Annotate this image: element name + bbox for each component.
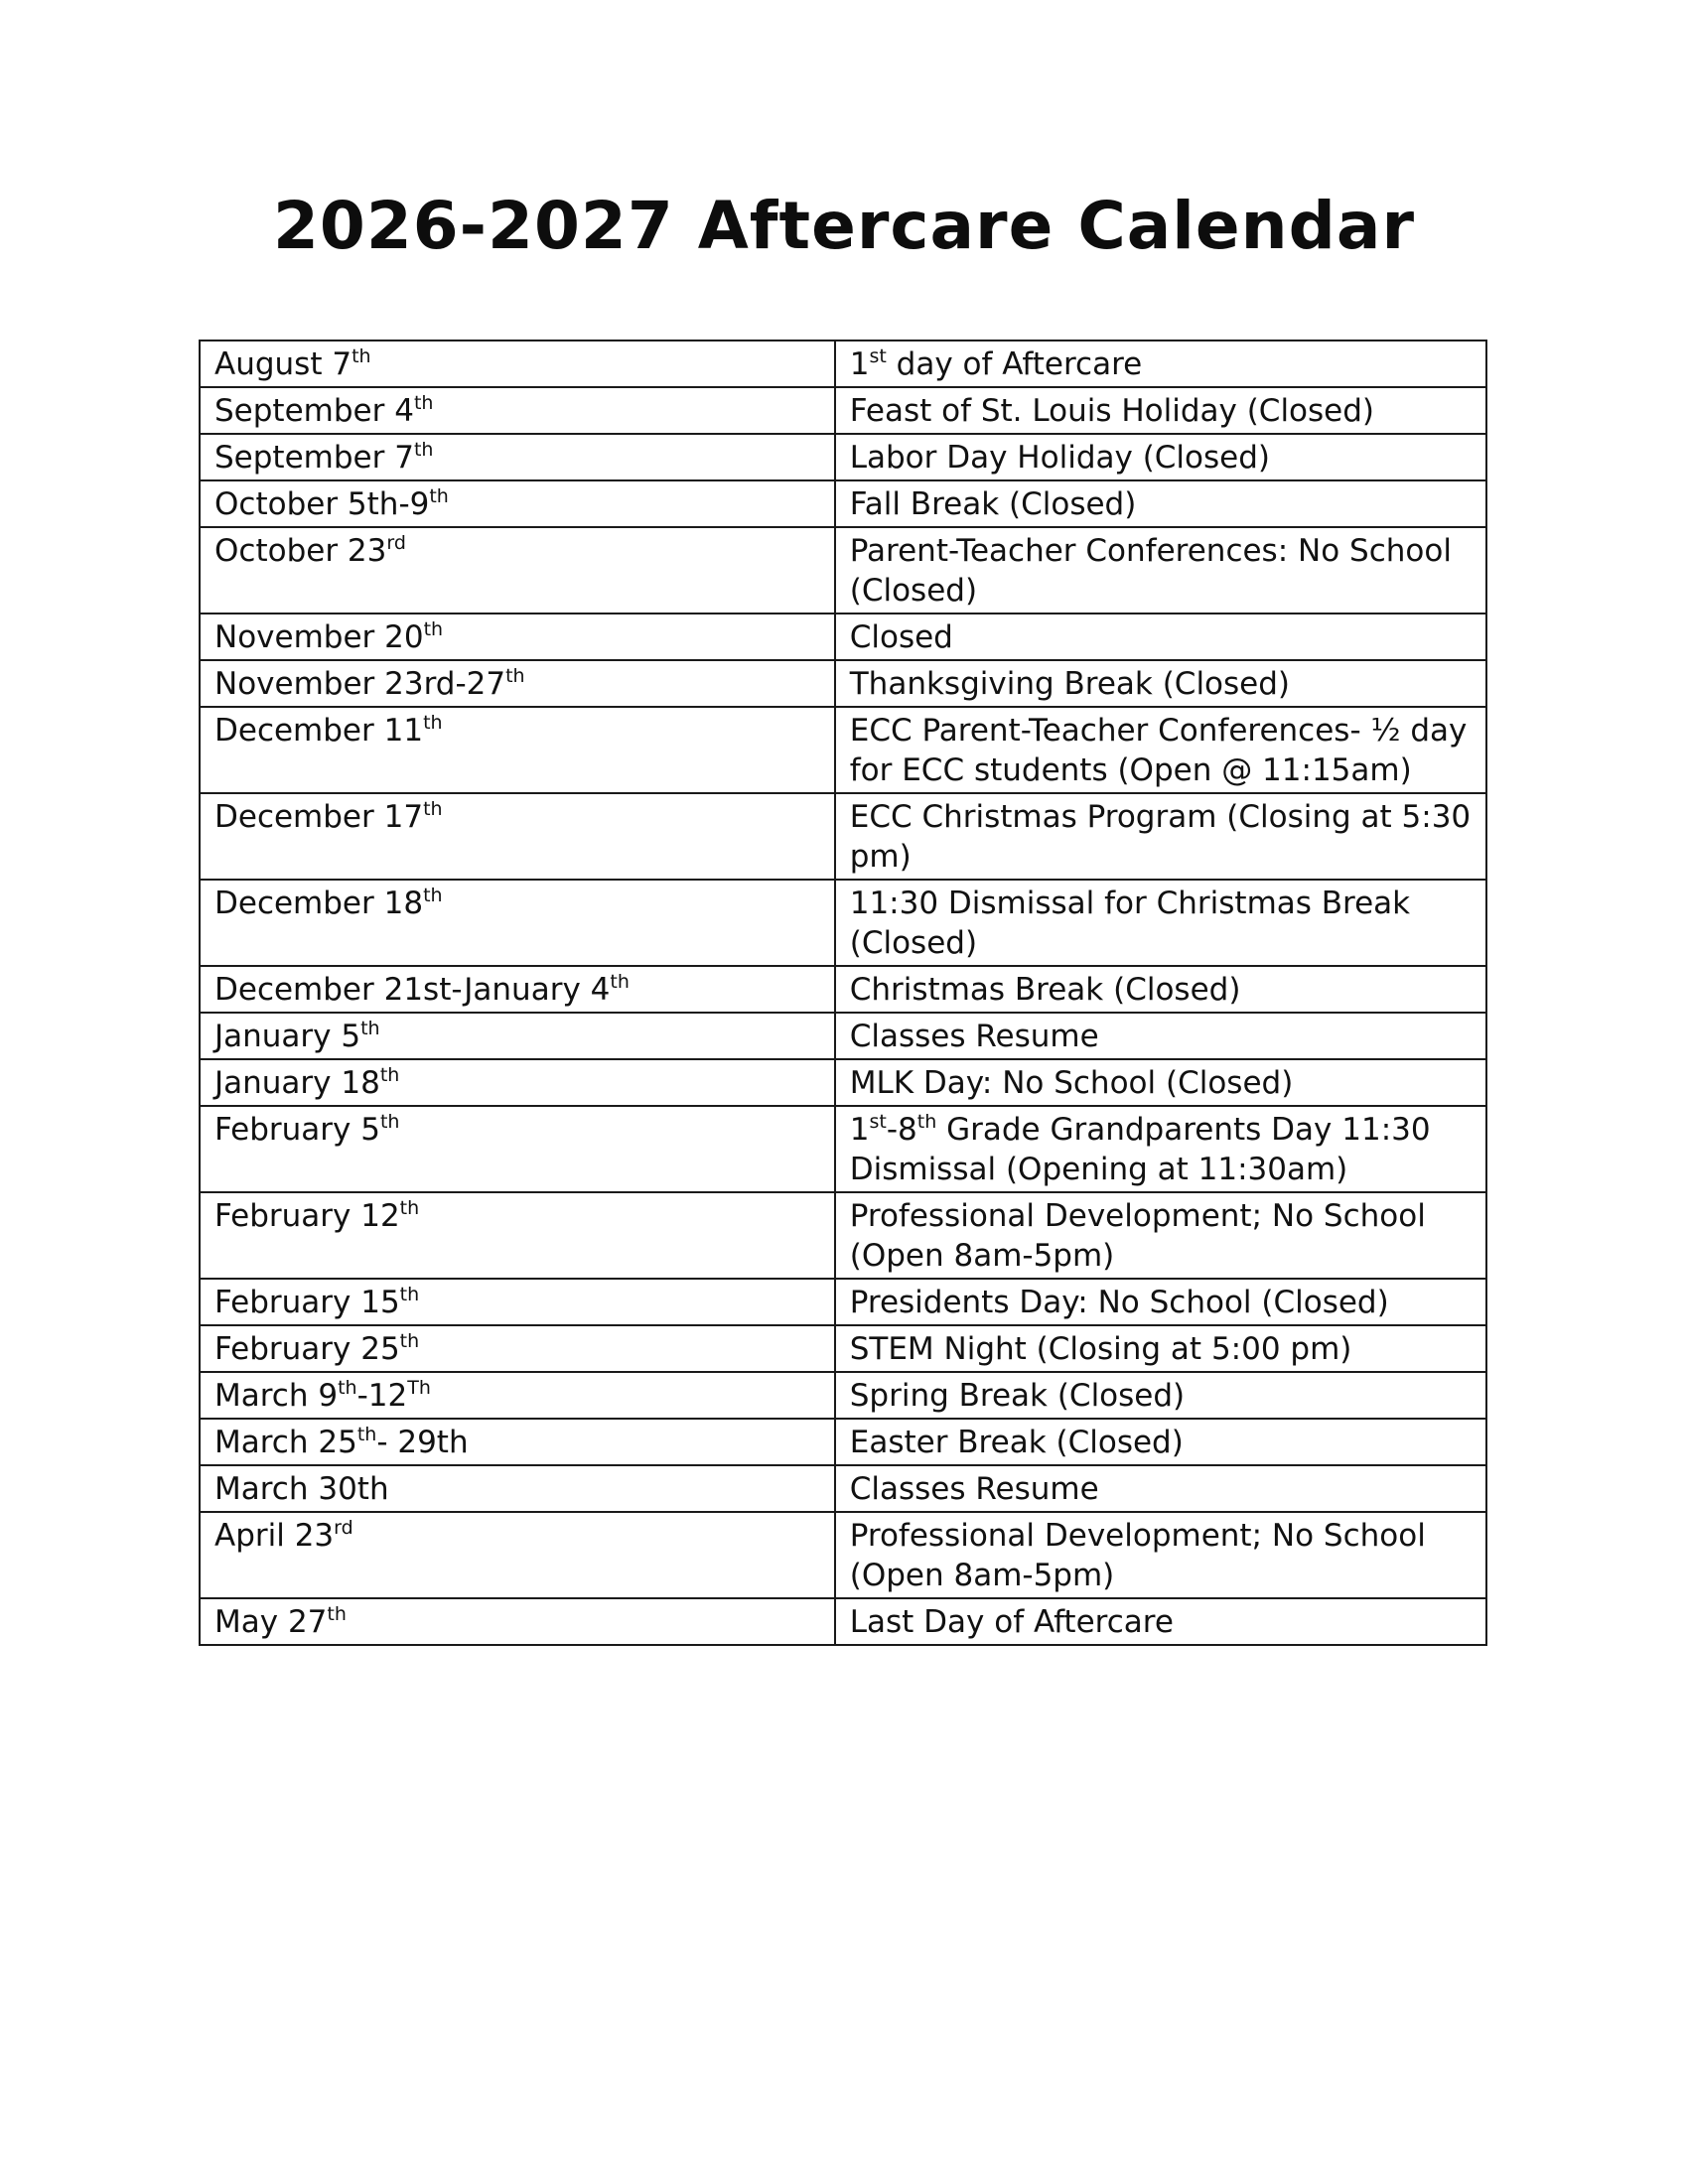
date-cell [200, 793, 835, 880]
date-cell [200, 434, 835, 480]
superscript-suffix: th [327, 1603, 347, 1625]
calendar-row [200, 1372, 1486, 1419]
date-cell [200, 527, 835, 614]
cell-text: ECC Christmas Program (Closing at 5:30 pm) [849, 799, 1472, 875]
cell-text: February 5 [214, 1112, 380, 1148]
event-cell [835, 387, 1486, 434]
date-cell [200, 1279, 835, 1325]
date-cell [200, 1106, 835, 1192]
event-cell [835, 434, 1486, 480]
cell-text: August 7 [214, 346, 352, 382]
calendar-row [200, 1192, 1486, 1279]
calendar-row [200, 1465, 1486, 1512]
superscript-suffix: th [413, 392, 434, 414]
event-cell [835, 1465, 1486, 1512]
cell-text: Professional Development; No School (Open 8am-5pm) [849, 1518, 1426, 1593]
date-cell [200, 387, 835, 434]
event-cell [835, 660, 1486, 707]
superscript-suffix: th [423, 885, 443, 906]
event-cell [835, 880, 1486, 966]
calendar-row [200, 880, 1486, 966]
superscript-suffix: rd [334, 1517, 353, 1539]
cell-text: December 18 [214, 886, 424, 921]
cell-text: May 27 [214, 1604, 328, 1640]
date-cell [200, 1465, 835, 1512]
calendar-row [200, 1059, 1486, 1106]
superscript-suffix: th [429, 485, 449, 507]
cell-text: Thanksgiving Break (Closed) [849, 666, 1291, 702]
event-cell [835, 527, 1486, 614]
date-cell [200, 1192, 835, 1279]
cell-text: Closed [849, 619, 953, 655]
date-cell [200, 707, 835, 793]
date-cell [200, 1372, 835, 1419]
date-cell [200, 880, 835, 966]
cell-text: 11:30 Dismissal for Christmas Break (Closed) [849, 886, 1411, 961]
superscript-suffix: th [379, 1064, 400, 1086]
calendar-table-body [200, 341, 1486, 1645]
calendar-row [200, 1325, 1486, 1372]
cell-text: February 25 [214, 1331, 400, 1367]
date-cell [200, 966, 835, 1013]
event-cell [835, 966, 1486, 1013]
calendar-row [200, 614, 1486, 660]
superscript-suffix: rd [386, 532, 406, 554]
date-cell [200, 1325, 835, 1372]
calendar-row [200, 1512, 1486, 1598]
event-cell [835, 793, 1486, 880]
event-cell [835, 1598, 1486, 1645]
calendar-row [200, 660, 1486, 707]
calendar-row [200, 1598, 1486, 1645]
superscript-suffix: th [505, 665, 525, 687]
cell-text: Easter Break (Closed) [849, 1425, 1184, 1460]
cell-text: Parent-Teacher Conferences: No School (Closed) [849, 533, 1452, 609]
cell-text: Classes Resume [849, 1019, 1099, 1054]
calendar-row [200, 793, 1486, 880]
date-cell [200, 1419, 835, 1465]
date-cell [200, 1512, 835, 1598]
cell-text: April 23 [214, 1518, 335, 1554]
cell-text: September 4 [214, 393, 414, 429]
cell-text: December 17 [214, 799, 424, 835]
superscript-suffix: th [399, 1284, 420, 1305]
calendar-row [200, 1419, 1486, 1465]
event-cell [835, 707, 1486, 793]
cell-text: September 7 [214, 440, 414, 476]
cell-text: December 21st-January 4 [214, 972, 611, 1008]
aftercare-calendar-table [199, 340, 1487, 1646]
cell-text: 1 [849, 1112, 870, 1148]
cell-text: 1 [849, 346, 870, 382]
superscript-suffix: th [352, 345, 371, 367]
superscript-suffix: th [423, 798, 443, 820]
cell-text: Feast of St. Louis Holiday (Closed) [849, 393, 1375, 429]
superscript-suffix: th [413, 439, 434, 461]
cell-text: day of Aftercare [886, 346, 1143, 382]
superscript-suffix: th [423, 618, 444, 640]
superscript-suffix: th [916, 1111, 937, 1133]
calendar-row [200, 707, 1486, 793]
date-cell [200, 341, 835, 387]
superscript-suffix: st [869, 1111, 887, 1133]
date-cell [200, 1598, 835, 1645]
calendar-row [200, 434, 1486, 480]
superscript-suffix: th [423, 712, 443, 734]
event-cell [835, 1279, 1486, 1325]
date-cell [200, 614, 835, 660]
cell-text: Presidents Day: No School (Closed) [849, 1285, 1389, 1320]
calendar-row [200, 1279, 1486, 1325]
cell-text: January 18 [214, 1065, 380, 1101]
calendar-row [200, 480, 1486, 527]
superscript-suffix: th [356, 1424, 377, 1445]
superscript-suffix: th [610, 971, 630, 993]
cell-text: Grade Grandparents Day 11:30 Dismissal (Opening at 11:30am) [849, 1112, 1431, 1187]
cell-text: February 15 [214, 1285, 400, 1320]
calendar-row [200, 1013, 1486, 1059]
cell-text: November 23rd-27 [214, 666, 506, 702]
calendar-row [200, 527, 1486, 614]
calendar-row [200, 341, 1486, 387]
event-cell [835, 1512, 1486, 1598]
event-cell [835, 341, 1486, 387]
cell-text: February 12 [214, 1198, 400, 1234]
date-cell [200, 1013, 835, 1059]
cell-text: STEM Night (Closing at 5:00 pm) [849, 1331, 1352, 1367]
date-cell [200, 660, 835, 707]
calendar-row [200, 387, 1486, 434]
superscript-suffix: th [338, 1377, 357, 1399]
event-cell [835, 1106, 1486, 1192]
cell-text: Spring Break (Closed) [849, 1378, 1186, 1414]
cell-text: Fall Break (Closed) [849, 486, 1137, 522]
cell-text: March 30th [214, 1471, 389, 1507]
superscript-suffix: Th [407, 1377, 431, 1399]
superscript-suffix: st [869, 345, 887, 367]
event-cell [835, 1419, 1486, 1465]
superscript-suffix: th [379, 1111, 400, 1133]
event-cell [835, 614, 1486, 660]
event-cell [835, 1192, 1486, 1279]
cell-text: Labor Day Holiday (Closed) [849, 440, 1271, 476]
cell-text: Christmas Break (Closed) [849, 972, 1241, 1008]
date-cell [200, 480, 835, 527]
date-cell [200, 1059, 835, 1106]
cell-text: December 11 [214, 713, 424, 749]
superscript-suffix: th [360, 1018, 380, 1039]
event-cell [835, 480, 1486, 527]
cell-text: ECC Parent-Teacher Conferences- ½ day for ECC students (Open @ 11:15am) [849, 713, 1468, 788]
cell-text: Professional Development; No School (Open 8am-5pm) [849, 1198, 1426, 1274]
event-cell [835, 1013, 1486, 1059]
cell-text: -8 [886, 1112, 917, 1148]
cell-text: October 23 [214, 533, 387, 569]
cell-text: Classes Resume [849, 1471, 1099, 1507]
cell-text: March 9 [214, 1378, 339, 1414]
cell-text: November 20 [214, 619, 424, 655]
event-cell [835, 1325, 1486, 1372]
cell-text: MLK Day: No School (Closed) [849, 1065, 1294, 1101]
event-cell [835, 1059, 1486, 1106]
calendar-row [200, 966, 1486, 1013]
event-cell [835, 1372, 1486, 1419]
superscript-suffix: th [399, 1330, 420, 1352]
page-title: 2026-2027 Aftercare Calendar [272, 188, 1416, 264]
cell-text: October 5th-9 [214, 486, 430, 522]
calendar-row [200, 1106, 1486, 1192]
cell-text: Last Day of Aftercare [849, 1604, 1174, 1640]
cell-text: March 25 [214, 1425, 357, 1460]
superscript-suffix: th [399, 1197, 420, 1219]
cell-text: - 29th [376, 1425, 469, 1460]
cell-text: -12 [356, 1378, 408, 1414]
cell-text: January 5 [214, 1019, 361, 1054]
